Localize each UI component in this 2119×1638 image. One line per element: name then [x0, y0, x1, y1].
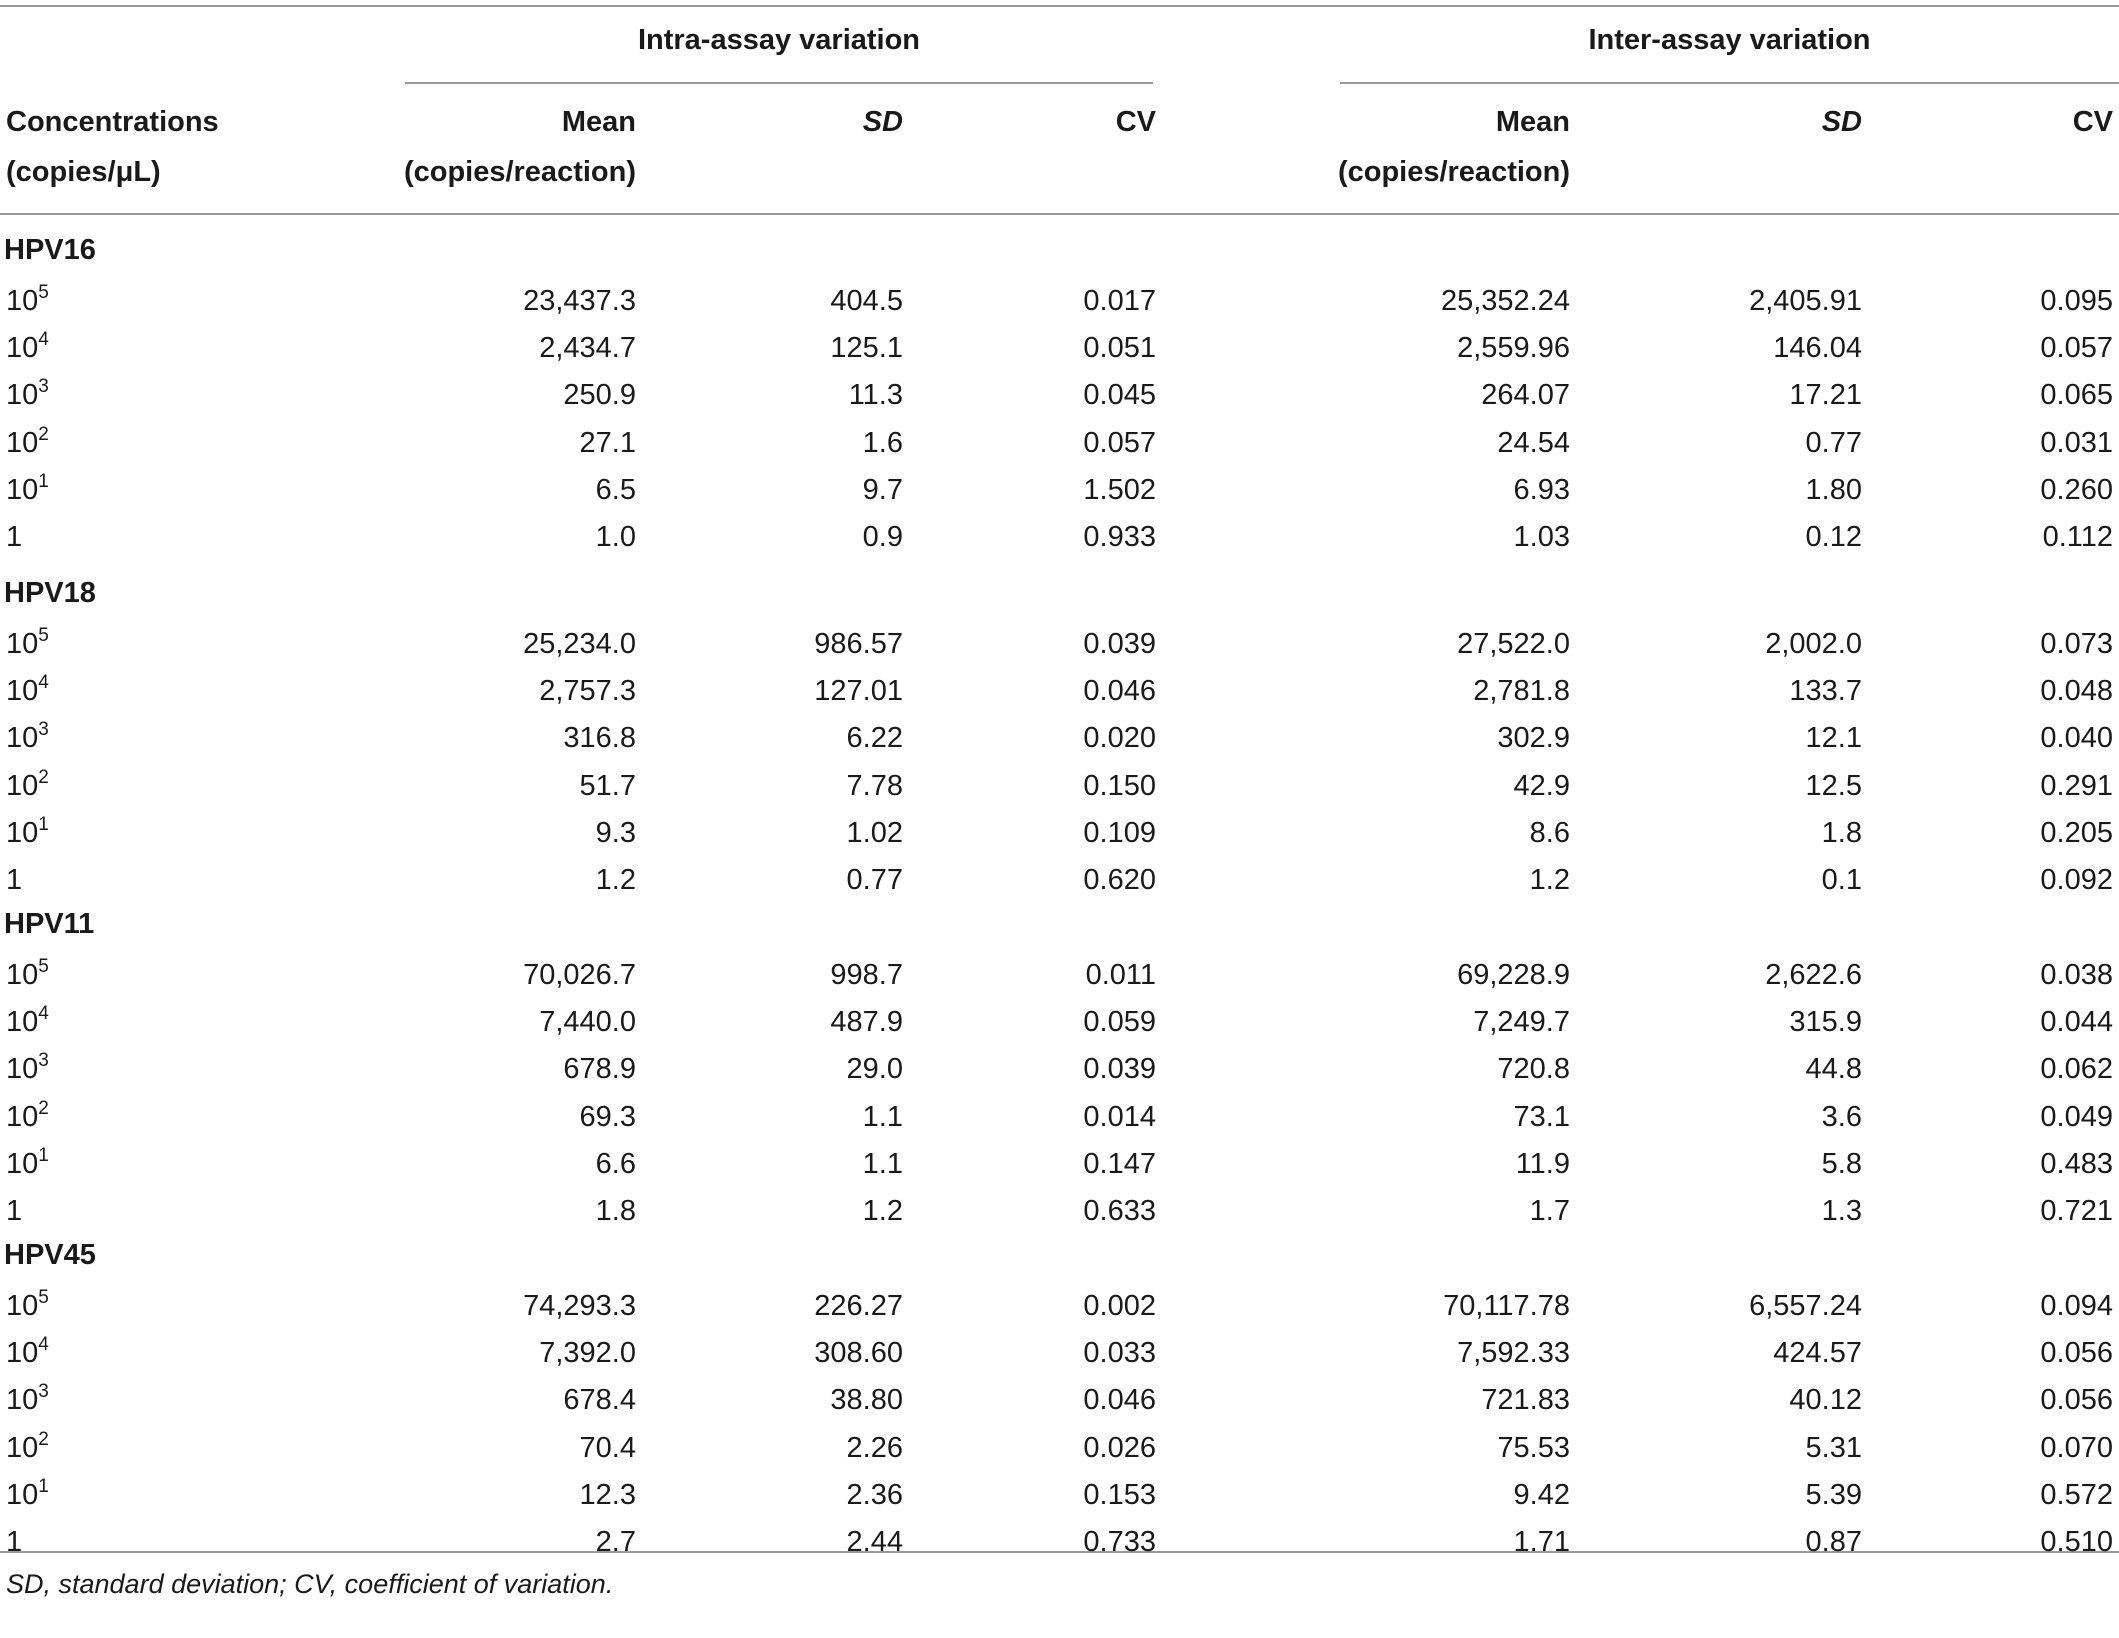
- concentration-exponent: 2: [38, 1097, 49, 1119]
- inter-mean-cell: 7,592.33: [1457, 1337, 1570, 1370]
- concentration-cell: [6, 1382, 49, 1418]
- intra-sd-cell: 38.80: [830, 1384, 903, 1417]
- inter-mean-cell: 721.83: [1481, 1384, 1570, 1417]
- concentration-exponent: 5: [38, 282, 49, 303]
- inter-cv-cell: 0.073: [2040, 628, 2113, 660]
- concentration-cell: [6, 425, 49, 461]
- intra-cv-cell: 0.620: [1083, 864, 1156, 896]
- inter-mean-cell: 1.71: [1513, 1526, 1570, 1558]
- inter-mean-cell: 8.6: [1529, 816, 1570, 849]
- intra-sd-cell: 226.27: [814, 1290, 903, 1322]
- inter-sd-cell: 40.12: [1789, 1384, 1862, 1417]
- intra-mean-cell: 678.9: [563, 1053, 636, 1086]
- intra-sd-cell: 1.6: [862, 426, 903, 459]
- header-inter-sd: SD: [1821, 106, 1862, 138]
- inter-mean-cell: 2,559.96: [1457, 332, 1570, 365]
- inter-cv-cell: 0.062: [2040, 1053, 2113, 1086]
- intra-mean-cell: 2,757.3: [539, 675, 636, 708]
- concentration-exponent: 1: [38, 470, 49, 492]
- intra-group-rule: [405, 82, 1153, 84]
- intra-cv-cell: 0.153: [1083, 1478, 1156, 1511]
- concentration-cell: [6, 862, 22, 898]
- intra-cv-cell: 0.011: [1085, 959, 1156, 991]
- concentration-cell: [6, 1051, 49, 1087]
- inter-cv-cell: 0.031: [2040, 426, 2113, 459]
- intra-mean-cell: 678.4: [563, 1384, 636, 1417]
- concentration-base: 10: [6, 628, 39, 660]
- inter-mean-cell: 70,117.78: [1443, 1290, 1570, 1322]
- intra-mean-cell: 6.5: [595, 473, 636, 506]
- concentration-base: 10: [6, 959, 39, 991]
- inter-cv-cell: 0.048: [2040, 675, 2113, 708]
- intra-assay-title: Intra-assay variation: [637, 24, 921, 56]
- inter-sd-cell: 44.8: [1805, 1053, 1862, 1086]
- concentration-cell: [6, 1288, 49, 1324]
- intra-cv-cell: 0.020: [1083, 722, 1156, 755]
- concentration-base: 10: [6, 1384, 39, 1417]
- inter-cv-cell: 0.092: [2040, 864, 2113, 896]
- concentration-cell: [6, 1004, 49, 1040]
- concentration-base: 10: [6, 332, 39, 365]
- concentration-cell: [6, 626, 49, 662]
- intra-cv-cell: 0.039: [1083, 628, 1156, 660]
- section-label-hpv18: HPV18: [4, 577, 96, 609]
- intra-cv-cell: 0.045: [1083, 379, 1156, 412]
- intra-sd-cell: 127.01: [814, 675, 903, 708]
- inter-sd-cell: 2,002.0: [1765, 628, 1862, 660]
- concentration-base: 10: [6, 426, 39, 459]
- concentration-cell: [6, 1335, 49, 1371]
- intra-cv-cell: 0.017: [1083, 285, 1156, 317]
- intra-sd-cell: 11.3: [848, 379, 903, 412]
- concentration-cell: [6, 1524, 22, 1560]
- intra-mean-cell: 69.3: [579, 1100, 636, 1133]
- intra-cv-cell: 0.051: [1083, 332, 1156, 365]
- header-concentrations: Concentrations: [6, 106, 219, 138]
- concentration-base: 10: [6, 379, 39, 412]
- intra-mean-cell: 74,293.3: [523, 1290, 636, 1322]
- inter-cv-cell: 0.070: [2040, 1431, 2113, 1464]
- inter-mean-cell: 42.9: [1513, 769, 1570, 802]
- concentration-base: 10: [6, 1147, 39, 1180]
- inter-mean-cell: 11.9: [1515, 1147, 1570, 1180]
- concentration-base: 10: [6, 285, 39, 317]
- inter-mean-cell: 25,352.24: [1440, 285, 1570, 317]
- intra-cv-cell: 0.046: [1083, 1384, 1156, 1417]
- concentration-cell: [6, 1193, 22, 1229]
- inter-cv-cell: 0.572: [2040, 1478, 2113, 1511]
- top-rule: [0, 5, 2119, 7]
- intra-sd-cell: 404.5: [830, 285, 903, 317]
- intra-mean-cell: 7,392.0: [539, 1337, 636, 1370]
- inter-mean-cell: 6.93: [1513, 473, 1570, 506]
- inter-cv-cell: 0.038: [2040, 959, 2113, 991]
- inter-sd-cell: 1.3: [1821, 1195, 1862, 1227]
- concentration-cell: [6, 957, 49, 993]
- concentration-base: 10: [6, 1337, 39, 1370]
- intra-cv-cell: 0.933: [1083, 521, 1156, 553]
- concentration-cell: [6, 1146, 49, 1182]
- concentration-exponent: 4: [38, 1003, 49, 1025]
- inter-cv-cell: 0.056: [2040, 1384, 2113, 1417]
- concentration-exponent: 3: [38, 1381, 49, 1403]
- concentration-exponent: 5: [38, 956, 49, 977]
- inter-sd-cell: 424.57: [1773, 1337, 1862, 1370]
- intra-sd-cell: 7.78: [846, 769, 903, 802]
- intra-sd-cell: 986.57: [814, 628, 903, 660]
- inter-sd-cell: 0.12: [1805, 521, 1862, 553]
- concentration-base: 10: [6, 769, 39, 802]
- intra-mean-cell: 1.0: [595, 521, 636, 553]
- inter-mean-cell: 264.07: [1481, 379, 1570, 412]
- inter-mean-cell: 27,522.0: [1457, 628, 1570, 660]
- inter-sd-cell: 12.5: [1805, 769, 1862, 802]
- intra-cv-cell: 0.109: [1083, 816, 1156, 849]
- intra-mean-cell: 7,440.0: [539, 1006, 636, 1039]
- concentration-cell: [6, 377, 49, 413]
- concentration-base: 1: [6, 1195, 23, 1227]
- concentration-cell: [6, 720, 49, 756]
- inter-cv-cell: 0.260: [2040, 473, 2113, 506]
- inter-cv-cell: 0.205: [2040, 816, 2113, 849]
- concentration-cell: [6, 673, 49, 709]
- inter-cv-cell: 0.291: [2040, 769, 2113, 802]
- inter-cv-cell: 0.510: [2040, 1526, 2113, 1558]
- intra-cv-cell: 0.039: [1083, 1053, 1156, 1086]
- inter-mean-cell: 1.2: [1529, 864, 1570, 896]
- inter-group-rule: [1340, 82, 2119, 84]
- intra-cv-cell: 0.057: [1083, 426, 1156, 459]
- intra-mean-cell: 25,234.0: [523, 628, 636, 660]
- inter-sd-cell: 315.9: [1789, 1006, 1862, 1039]
- concentration-base: 10: [6, 1478, 39, 1511]
- inter-cv-cell: 0.721: [2040, 1195, 2113, 1227]
- concentration-exponent: 4: [38, 1334, 49, 1356]
- concentration-exponent: 2: [38, 1428, 49, 1450]
- header-inter-mean-unit: (copies/reaction): [1337, 156, 1570, 188]
- concentration-exponent: 2: [38, 766, 49, 788]
- concentration-cell: [6, 283, 49, 319]
- concentration-exponent: 1: [38, 1144, 49, 1166]
- intra-sd-cell: 9.7: [862, 473, 903, 506]
- intra-sd-cell: 998.7: [830, 959, 903, 991]
- inter-assay-title: Inter-assay variation: [1588, 24, 1871, 56]
- intra-cv-cell: 0.147: [1083, 1147, 1156, 1180]
- inter-sd-cell: 3.6: [1821, 1100, 1862, 1133]
- intra-mean-cell: 316.8: [563, 722, 636, 755]
- header-concentrations-unit: (copies/μL): [6, 156, 161, 188]
- inter-mean-cell: 9.42: [1513, 1478, 1570, 1511]
- intra-mean-cell: 1.8: [595, 1195, 636, 1227]
- intra-mean-cell: 1.2: [595, 864, 636, 896]
- header-intra-mean-unit: (copies/reaction): [403, 156, 636, 188]
- concentration-exponent: 5: [38, 625, 49, 646]
- header-intra-mean: Mean: [561, 106, 636, 138]
- concentration-cell: [6, 330, 49, 366]
- intra-cv-cell: 0.059: [1083, 1006, 1156, 1039]
- concentration-exponent: 5: [38, 1287, 49, 1308]
- inter-sd-cell: 146.04: [1773, 332, 1862, 365]
- intra-mean-cell: 27.1: [579, 426, 636, 459]
- intra-cv-cell: 0.046: [1083, 675, 1156, 708]
- concentration-cell: [6, 472, 49, 508]
- intra-sd-cell: 2.44: [846, 1526, 903, 1558]
- inter-cv-cell: 0.112: [2042, 521, 2113, 553]
- intra-mean-cell: 70,026.7: [523, 959, 636, 991]
- header-inter-mean: Mean: [1495, 106, 1570, 138]
- intra-cv-cell: 0.033: [1083, 1337, 1156, 1370]
- concentration-base: 10: [6, 675, 39, 708]
- inter-sd-cell: 1.80: [1805, 473, 1862, 506]
- concentration-exponent: 4: [38, 329, 49, 351]
- inter-sd-cell: 133.7: [1789, 675, 1862, 708]
- intra-mean-cell: 23,437.3: [523, 285, 636, 317]
- inter-mean-cell: 73.1: [1513, 1100, 1570, 1133]
- intra-cv-cell: 0.733: [1083, 1526, 1156, 1558]
- inter-cv-cell: 0.040: [2040, 722, 2113, 755]
- concentration-cell: [6, 1477, 49, 1513]
- intra-sd-cell: 0.9: [862, 521, 903, 553]
- intra-sd-cell: 2.26: [846, 1431, 903, 1464]
- concentration-base: 10: [6, 816, 39, 849]
- inter-sd-cell: 17.21: [1789, 379, 1862, 412]
- section-label-hpv16: HPV16: [4, 234, 96, 266]
- inter-mean-cell: 24.54: [1497, 426, 1570, 459]
- table-bottom-rule: [0, 1551, 2119, 1553]
- concentration-exponent: 3: [38, 376, 49, 398]
- inter-mean-cell: 7,249.7: [1473, 1006, 1570, 1039]
- inter-sd-cell: 2,622.6: [1765, 959, 1862, 991]
- inter-cv-cell: 0.044: [2040, 1006, 2113, 1039]
- concentration-cell: [6, 1430, 49, 1466]
- intra-mean-cell: 250.9: [563, 379, 636, 412]
- intra-cv-cell: 0.014: [1083, 1100, 1156, 1133]
- concentration-exponent: 4: [38, 672, 49, 694]
- inter-sd-cell: 2,405.91: [1749, 285, 1862, 317]
- header-inter-cv: CV: [2072, 106, 2113, 138]
- concentration-base: 1: [6, 864, 23, 896]
- intra-sd-cell: 29.0: [846, 1053, 903, 1086]
- inter-mean-cell: 1.7: [1529, 1195, 1570, 1227]
- intra-sd-cell: 6.22: [846, 722, 903, 755]
- concentration-base: 10: [6, 473, 39, 506]
- intra-mean-cell: 12.3: [579, 1478, 636, 1511]
- concentration-exponent: 2: [38, 423, 49, 445]
- intra-cv-cell: 0.002: [1083, 1290, 1156, 1322]
- concentration-base: 1: [6, 1526, 23, 1558]
- concentration-cell: [6, 815, 49, 851]
- intra-cv-cell: 0.633: [1083, 1195, 1156, 1227]
- concentration-base: 10: [6, 722, 39, 755]
- concentration-base: 1: [6, 521, 23, 553]
- intra-mean-cell: 9.3: [595, 816, 636, 849]
- inter-cv-cell: 0.483: [2040, 1147, 2113, 1180]
- concentration-exponent: 3: [38, 1050, 49, 1072]
- section-label-hpv45: HPV45: [4, 1239, 96, 1271]
- intra-sd-cell: 0.77: [846, 864, 903, 896]
- inter-sd-cell: 5.31: [1805, 1431, 1862, 1464]
- concentration-cell: [6, 1099, 49, 1135]
- inter-sd-cell: 1.8: [1821, 816, 1862, 849]
- inter-cv-cell: 0.056: [2040, 1337, 2113, 1370]
- concentration-base: 10: [6, 1006, 39, 1039]
- intra-sd-cell: 125.1: [830, 332, 903, 365]
- inter-sd-cell: 12.1: [1805, 722, 1862, 755]
- inter-mean-cell: 1.03: [1513, 521, 1570, 553]
- header-intra-sd: SD: [862, 106, 903, 138]
- inter-cv-cell: 0.057: [2040, 332, 2113, 365]
- table-footnote: SD, standard deviation; CV, coefficient of variation.: [6, 1569, 614, 1599]
- inter-mean-cell: 2,781.8: [1473, 675, 1570, 708]
- intra-cv-cell: 1.502: [1083, 473, 1156, 506]
- inter-mean-cell: 720.8: [1497, 1053, 1570, 1086]
- concentration-base: 10: [6, 1053, 39, 1086]
- inter-cv-cell: 0.049: [2040, 1100, 2113, 1133]
- inter-sd-cell: 5.39: [1805, 1478, 1862, 1511]
- inter-mean-cell: 302.9: [1497, 722, 1570, 755]
- intra-mean-cell: 70.4: [579, 1431, 636, 1464]
- intra-sd-cell: 308.60: [814, 1337, 903, 1370]
- inter-sd-cell: 0.1: [1821, 864, 1862, 896]
- intra-sd-cell: 1.2: [862, 1195, 903, 1227]
- concentration-cell: [6, 519, 22, 555]
- inter-sd-cell: 6,557.24: [1749, 1290, 1862, 1322]
- concentration-base: 10: [6, 1100, 39, 1133]
- intra-sd-cell: 1.1: [862, 1147, 903, 1180]
- intra-mean-cell: 2.7: [595, 1526, 636, 1558]
- intra-mean-cell: 51.7: [579, 769, 636, 802]
- inter-cv-cell: 0.065: [2040, 379, 2113, 412]
- section-label-hpv11: HPV11: [4, 908, 95, 940]
- inter-cv-cell: 0.095: [2040, 285, 2113, 317]
- header-intra-cv: CV: [1115, 106, 1156, 138]
- inter-mean-cell: 75.53: [1497, 1431, 1570, 1464]
- inter-sd-cell: 5.8: [1821, 1147, 1862, 1180]
- concentration-exponent: 3: [38, 719, 49, 741]
- intra-sd-cell: 2.36: [846, 1478, 903, 1511]
- inter-sd-cell: 0.87: [1805, 1526, 1862, 1558]
- concentration-exponent: 1: [38, 1475, 49, 1497]
- intra-sd-cell: 1.02: [846, 816, 903, 849]
- concentration-base: 10: [6, 1431, 39, 1464]
- header-bottom-rule: [0, 213, 2119, 215]
- inter-sd-cell: 0.77: [1805, 426, 1862, 459]
- inter-mean-cell: 69,228.9: [1457, 959, 1570, 991]
- intra-mean-cell: 6.6: [595, 1147, 636, 1180]
- intra-sd-cell: 1.1: [862, 1100, 903, 1133]
- intra-sd-cell: 487.9: [830, 1006, 903, 1039]
- intra-cv-cell: 0.150: [1083, 769, 1156, 802]
- concentration-base: 10: [6, 1290, 39, 1322]
- intra-mean-cell: 2,434.7: [539, 332, 636, 365]
- intra-cv-cell: 0.026: [1083, 1431, 1156, 1464]
- concentration-cell: [6, 768, 49, 804]
- inter-cv-cell: 0.094: [2040, 1290, 2113, 1322]
- concentration-exponent: 1: [38, 813, 49, 835]
